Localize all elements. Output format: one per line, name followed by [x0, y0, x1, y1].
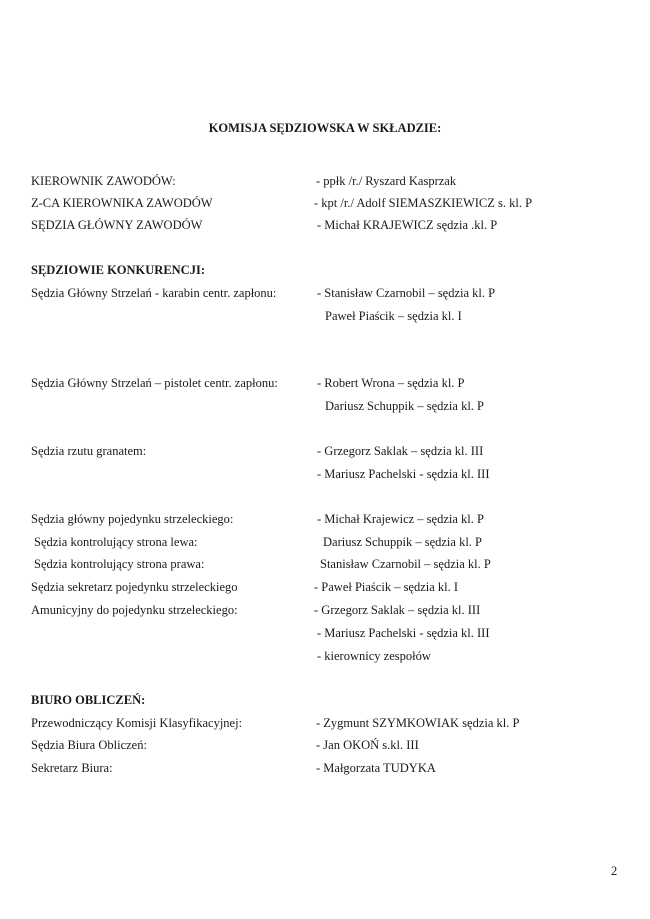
section-heading-office: BIURO OBLICZEŃ:: [31, 693, 146, 707]
person-name: - Grzegorz Saklak – sędzia kl. III: [317, 444, 484, 458]
list-item: [31, 196, 631, 214]
list-item: [31, 444, 631, 462]
person-name: - Mariusz Pachelski - sędzia kl. III: [317, 626, 490, 640]
role-label: Sędzia rzutu granatem:: [31, 444, 147, 458]
role-label: Sędzia kontrolujący strona lewa:: [34, 535, 198, 549]
person-name: - Robert Wrona – sędzia kl. P: [317, 376, 465, 390]
page-number: 2: [611, 864, 618, 878]
role-label: Sekretarz Biura:: [31, 761, 113, 775]
list-item: [31, 535, 631, 553]
page-title: KOMISJA SĘDZIOWSKA W SKŁADZIE:: [208, 121, 442, 135]
list-item: [31, 738, 631, 756]
person-name: - Michał KRAJEWICZ sędzia .kl. P: [317, 218, 498, 232]
list-item: [31, 309, 631, 327]
list-item: [31, 512, 631, 530]
person-name: - Mariusz Pachelski - sędzia kl. III: [317, 467, 490, 481]
role-label: Sędzia Biura Obliczeń:: [31, 738, 147, 752]
person-name: Stanisław Czarnobil – sędzia kl. P: [320, 557, 491, 571]
role-label: Przewodniczący Komisji Klasyfikacyjnej:: [31, 716, 243, 730]
person-name: - Grzegorz Saklak – sędzia kl. III: [314, 603, 481, 617]
section-heading-competition: SĘDZIOWIE KONKURENCJI:: [31, 263, 205, 277]
role-label: Amunicyjny do pojedynku strzeleckiego:: [31, 603, 238, 617]
list-item: [31, 626, 631, 644]
list-item: [31, 557, 631, 575]
person-name: - kierownicy zespołów: [317, 649, 431, 663]
list-item: [31, 174, 631, 192]
person-name: Dariusz Schuppik – sędzia kl. P: [325, 399, 485, 413]
person-name: - Jan OKOŃ s.kl. III: [316, 738, 419, 752]
role-label: KIEROWNIK ZAWODÓW:: [31, 174, 176, 188]
role-label: Z-CA KIEROWNIKA ZAWODÓW: [31, 196, 213, 210]
person-name: - ppłk /r./ Ryszard Kasprzak: [316, 174, 457, 188]
person-name: Dariusz Schuppik – sędzia kl. P: [323, 535, 483, 549]
role-label: Sędzia Główny Strzelań – pistolet centr. zapłonu:: [31, 376, 278, 390]
list-item: [31, 286, 631, 304]
person-name: - kpt /r./ Adolf SIEMASZKIEWICZ s. kl. P: [314, 196, 533, 210]
role-label: Sędzia Główny Strzelań - karabin centr. zapłonu:: [31, 286, 277, 300]
list-item: [31, 399, 631, 417]
list-item: [31, 603, 631, 621]
list-item: [31, 467, 631, 485]
person-name: - Paweł Piaścik – sędzia kl. I: [314, 580, 459, 594]
person-name: - Stanisław Czarnobil – sędzia kl. P: [317, 286, 496, 300]
person-name: - Zygmunt SZYMKOWIAK sędzia kl. P: [316, 716, 520, 730]
role-label: Sędzia kontrolujący strona prawa:: [34, 557, 205, 571]
person-name: - Michał Krajewicz – sędzia kl. P: [317, 512, 484, 526]
role-label: SĘDZIA GŁÓWNY ZAWODÓW: [31, 218, 203, 232]
list-item: [31, 376, 631, 394]
role-label: Sędzia sekretarz pojedynku strzeleckiego: [31, 580, 238, 594]
list-item: [31, 649, 631, 667]
list-item: [31, 716, 631, 734]
role-label: Sędzia główny pojedynku strzeleckiego:: [31, 512, 234, 526]
person-name: Paweł Piaścik – sędzia kl. I: [325, 309, 462, 323]
list-item: [31, 761, 631, 779]
list-item: [31, 580, 631, 598]
list-item: [31, 218, 631, 236]
person-name: - Małgorzata TUDYKA: [316, 761, 436, 775]
